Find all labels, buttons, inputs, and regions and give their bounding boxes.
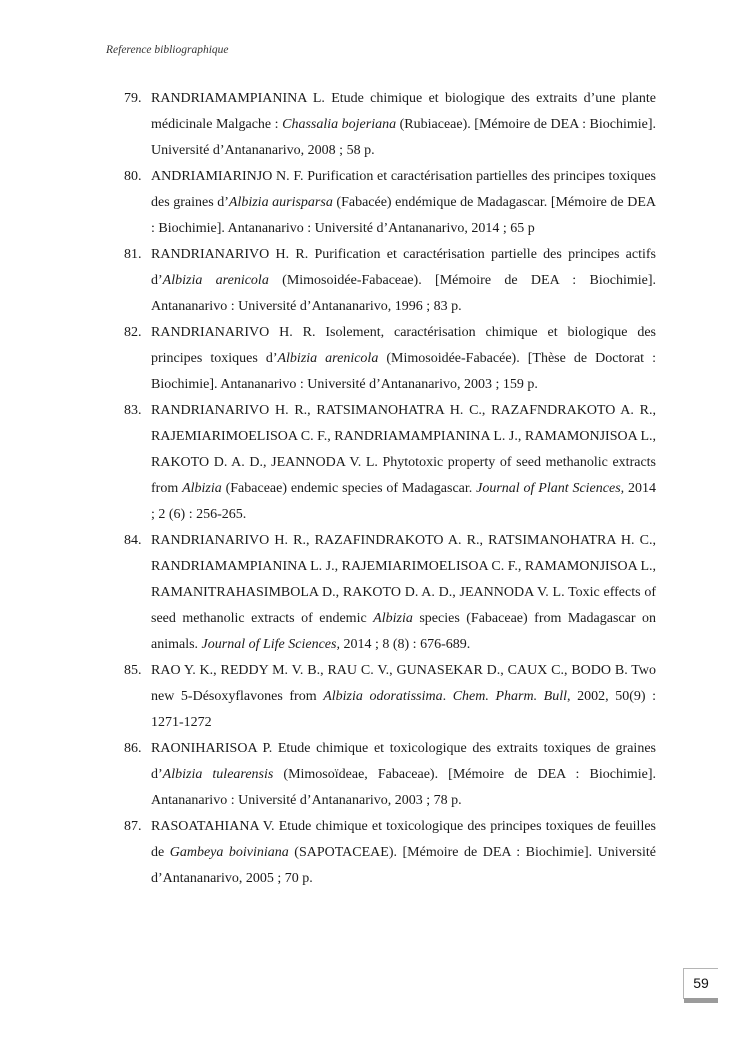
- reference-italic-text: Albizia arenicola: [277, 351, 379, 366]
- page-number-bar: [684, 998, 718, 1003]
- reference-number: 80.: [124, 169, 142, 184]
- reference-text-segment: .: [442, 689, 453, 704]
- page-number-box: [683, 968, 718, 999]
- reference-entry: [124, 658, 656, 736]
- reference-text-segment: species (Fabaceae) from Madagascar on animals.: [151, 611, 656, 652]
- reference-entry: [124, 86, 656, 164]
- page-number: 59: [693, 975, 709, 991]
- reference-entry: [124, 528, 656, 658]
- reference-text-segment: RANDRIANARIVO H. R. Purification et caractérisation partielle des principes actifs d’: [151, 247, 656, 288]
- reference-text: [151, 814, 656, 892]
- reference-entry: [124, 164, 656, 242]
- reference-number: 87.: [124, 819, 142, 834]
- reference-italic-text: Albizia: [373, 611, 413, 626]
- reference-text-segment: RANDRIANARIVO H. R., RAZAFINDRAKOTO A. R., RATSIMANOHATRA H. C., RANDRIAMAMPIANINA L. J., RAJEMIARIMOELISOA C. F., RAMAMONJISOA L., RAMANITRAHASIMBOLA D., RAKOTO D. A. D., JEANNODA V. L. Toxic effects of seed methanolic extracts of endemic: [151, 533, 656, 626]
- reference-number: 84.: [124, 533, 142, 548]
- reference-text-segment: (Mimosoidée-Fabaceae). [Mémoire de DEA : Biochimie]. Antananarivo : Université d’Antananarivo, 1996 ; 83 p.: [151, 273, 656, 314]
- reference-text: [151, 528, 656, 658]
- reference-number: 82.: [124, 325, 142, 340]
- reference-number: 85.: [124, 663, 142, 678]
- reference-text-segment: RANDRIANARIVO H. R., RATSIMANOHATRA H. C., RAZAFNDRAKOTO A. R., RAJEMIARIMOELISOA C. F., RANDRIAMAMPIANINA L. J., RAMAMONJISOA L., RAKOTO D. A. D., JEANNODA V. L. Phytotoxic property of seed methanolic extracts from: [151, 403, 656, 496]
- reference-italic-text: Albizia arenicola: [162, 273, 269, 288]
- reference-text: [151, 86, 656, 164]
- reference-text: [151, 242, 656, 320]
- reference-text-segment: , 2002, 50(9) : 1271-1272: [151, 689, 657, 730]
- reference-entry: [124, 398, 656, 528]
- reference-text-segment: (SAPOTACEAE). [Mémoire de DEA : Biochimie]. Université d’Antananarivo, 2005 ; 70 p.: [151, 845, 656, 886]
- reference-text-segment: (Rubiaceae). [Mémoire de DEA : Biochimie]. Université d’Antananarivo, 2008 ; 58 p.: [151, 117, 656, 158]
- reference-text: [151, 398, 656, 528]
- reference-text-segment: 2014 ; 8 (8) : 676-689.: [339, 637, 471, 652]
- reference-number: 83.: [124, 403, 142, 418]
- reference-italic-text: Albizia odoratissima: [323, 689, 443, 704]
- reference-entry: [124, 242, 656, 320]
- reference-number: 79.: [124, 91, 142, 106]
- reference-italic-text: Journal of Life Sciences,: [201, 637, 340, 652]
- reference-text-segment: 2014 ; 2 (6) : 256-265.: [151, 481, 657, 522]
- reference-entry: [124, 736, 656, 814]
- reference-text-segment: (Fabacée) endémique de Madagascar. [Mémoire de DEA : Biochimie]. Antananarivo : Université d’Antananarivo, 2014 ; 65 p: [151, 195, 656, 236]
- reference-text-segment: RANDRIAMAMPIANINA L. Etude chimique et biologique des extraits d’une plante médicinale Malgache :: [151, 91, 656, 132]
- reference-number: 86.: [124, 741, 142, 756]
- reference-text: [151, 320, 656, 398]
- reference-text-segment: (Mimosoïdeae, Fabaceae). [Mémoire de DEA : Biochimie]. Antananarivo : Université d’Antananarivo, 2003 ; 78 p.: [151, 767, 657, 808]
- reference-text-segment: (Fabaceae) endemic species of Madagascar.: [221, 481, 477, 496]
- reference-text-segment: RAONIHARISOA P. Etude chimique et toxicologique des extraits toxiques de graines d’: [151, 741, 656, 782]
- reference-text-segment: RASOATAHIANA V. Etude chimique et toxicologique des principes toxiques de feuilles de: [151, 819, 656, 860]
- reference-text-segment: RANDRIANARIVO H. R. Isolement, caractérisation chimique et biologique des principes toxiques d’: [151, 325, 656, 366]
- reference-text-segment: ANDRIAMIARINJO N. F. Purification et caractérisation partielles des principes toxiques des graines d’: [151, 169, 656, 210]
- reference-text: [151, 658, 656, 736]
- reference-italic-text: Chassalia bojeriana: [282, 117, 397, 132]
- reference-number: 81.: [124, 247, 142, 262]
- reference-italic-text: Albizia: [182, 481, 222, 496]
- reference-italic-text: Gambeya boiviniana: [169, 845, 289, 860]
- reference-italic-text: Journal of Plant Sciences,: [476, 481, 625, 496]
- reference-italic-text: Albizia tulearensis: [162, 767, 274, 782]
- reference-text-segment: (Mimosoidée-Fabacée). [Thèse de Doctorat : Biochimie]. Antananarivo : Université d’Antananarivo, 2003 ; 159 p.: [151, 351, 656, 392]
- reference-text: [151, 164, 656, 242]
- reference-entry: [124, 814, 656, 892]
- reference-list: [124, 86, 656, 892]
- running-header: Reference bibliographique: [106, 44, 229, 56]
- reference-text-segment: RAO Y. K., REDDY M. V. B., RAU C. V., GUNASEKAR D., CAUX C., BODO B. Two new 5-Désoxyflavones from: [151, 663, 656, 704]
- reference-text: [151, 736, 656, 814]
- reference-italic-text: Chem. Pharm. Bull: [452, 689, 568, 704]
- reference-italic-text: Albizia aurisparsa: [228, 195, 333, 210]
- reference-entry: [124, 320, 656, 398]
